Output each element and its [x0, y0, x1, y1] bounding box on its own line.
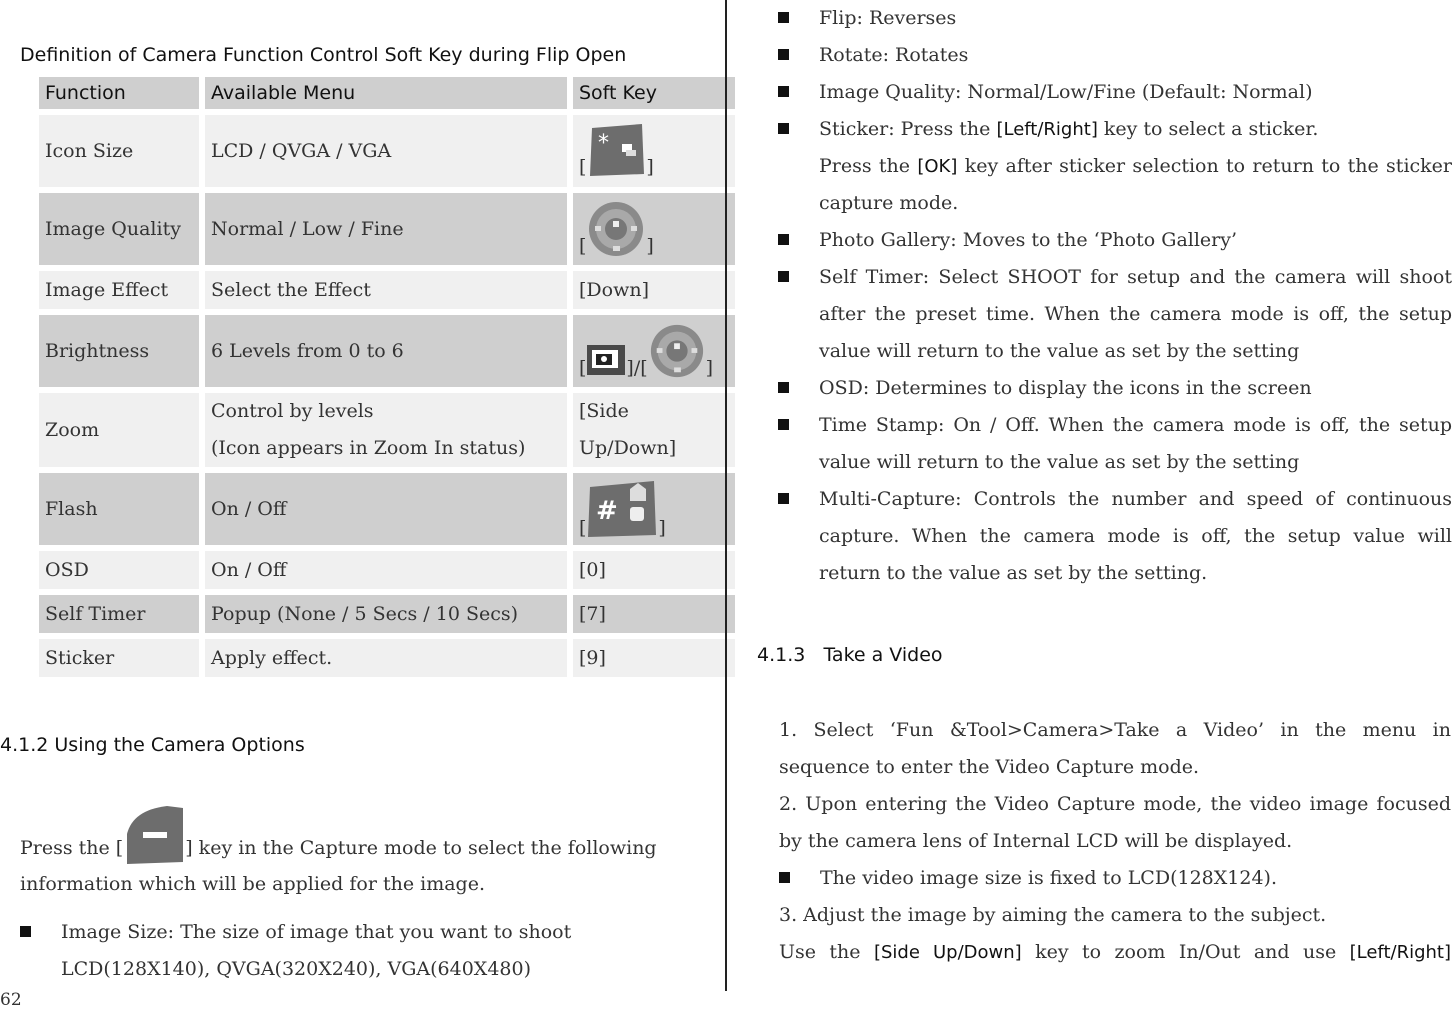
bullet-line: LCD(128X140), QVGA(320X240), VGA(640X480) — [61, 958, 532, 980]
cell-soft-key — [570, 390, 738, 470]
cell-menu: On / Off — [202, 548, 570, 592]
navigation-key-icon — [586, 201, 646, 257]
bracket-close: ] — [646, 156, 654, 178]
table-row — [36, 268, 738, 312]
table-title: Definition of Camera Function Control Soft Key during Flip Open — [20, 44, 627, 66]
table-row — [36, 390, 738, 470]
bullet-square-icon — [778, 234, 789, 245]
bullet-square-icon — [20, 926, 31, 937]
step-paragraph: 2. Upon entering the Video Capture mode, the video image focused by the camera lens of Internal LCD will be displayed. — [779, 793, 1451, 852]
cell-function: Image Effect — [36, 268, 202, 312]
bullet-text: Multi-Capture: Controls the number and speed of continuous capture. When the camera mode is off, the setup value will return to the value as set by the setting. — [819, 488, 1452, 584]
table-row — [36, 312, 738, 390]
bullet-text: Photo Gallery: Moves to the ‘Photo Gallery’ — [819, 229, 1238, 251]
bullet-text: Sticker: Press the — [819, 118, 997, 140]
bullet-line: Image Size: The size of image that you want to shoot — [61, 921, 572, 943]
bullet-square-icon — [778, 123, 789, 134]
cell-soft-key — [570, 190, 738, 268]
cell-function: Self Timer — [36, 592, 202, 636]
header-soft-key: Soft Key — [570, 74, 738, 112]
cell-menu: Normal / Low / Fine — [202, 190, 570, 268]
bracket-open: [ — [579, 357, 587, 379]
cell-menu: Apply effect. — [202, 636, 570, 680]
list-item — [778, 0, 1452, 37]
step-text: Use the — [779, 941, 874, 963]
header-function: Function — [36, 74, 202, 112]
list-item — [778, 37, 1452, 74]
cell-soft-key: [9] — [570, 636, 738, 680]
cell-soft-key: [0] — [570, 548, 738, 592]
image-size-bullet-list — [20, 914, 700, 988]
table-row — [36, 112, 738, 190]
cell-soft-key: [Down] — [570, 268, 738, 312]
table-row — [36, 636, 738, 680]
step-paragraph: 1. Select ‘Fun &Tool>Camera>Take a Video’ in the menu in sequence to enter the Video Capture mode. — [779, 719, 1451, 778]
bullet-text: Self Timer: Select SHOOT for setup and the camera will shoot after the preset time. When the camera mode is off, the setup value will return to the value as set by the setting — [819, 266, 1452, 362]
bullet-text: Time Stamp: On / Off. When the camera mode is off, the setup value will return to the value as set by the setting — [819, 414, 1452, 473]
list-item — [778, 370, 1452, 407]
key-line: Up/Down] — [579, 437, 677, 459]
bullet-square-icon — [778, 419, 789, 430]
bracket-close: ] — [646, 235, 654, 257]
cell-menu — [202, 390, 570, 470]
bracket-close: ] — [705, 357, 714, 379]
bracket-open: [ — [579, 235, 587, 257]
bracket-open: [ — [579, 517, 587, 539]
video-steps — [779, 712, 1451, 971]
intro-text-pre: Press the [ — [20, 837, 124, 859]
intro-text-post: ] key in the Capture mode to select the following information which will be applied for the image. — [20, 837, 657, 895]
table-row — [36, 548, 738, 592]
cell-menu: Select the Effect — [202, 268, 570, 312]
cell-menu: LCD / QVGA / VGA — [202, 112, 570, 190]
step-paragraph: 3. Adjust the image by aiming the camera to the subject. — [779, 904, 1327, 926]
bracket-open: [ — [579, 156, 587, 178]
list-item — [20, 914, 700, 988]
list-item — [778, 259, 1452, 370]
bullet-square-icon — [778, 493, 789, 504]
intro-paragraph — [20, 804, 700, 902]
table-header-row — [36, 74, 738, 112]
step-paragraph — [779, 934, 1451, 971]
cell-function: Flash — [36, 470, 202, 548]
bullet-text: Flip: Reverses — [819, 7, 957, 29]
bullet-square-icon — [779, 872, 790, 883]
cell-menu: 6 Levels from 0 to 6 — [202, 312, 570, 390]
menu-line: Control by levels — [211, 400, 374, 422]
cell-soft-key — [570, 112, 738, 190]
bullet-square-icon — [778, 271, 789, 282]
bullet-text: key after sticker selection to return to the sticker capture mode. — [819, 155, 1452, 214]
bullet-square-icon — [778, 86, 789, 97]
cell-soft-key: [7] — [570, 592, 738, 636]
bullet-text: The video image size is fixed to LCD(128X124). — [820, 867, 1278, 889]
bullet-square-icon — [778, 382, 789, 393]
bullet-square-icon — [778, 12, 789, 23]
soft-key-table — [36, 74, 738, 680]
cell-function: Icon Size — [36, 112, 202, 190]
camera-key-icon — [586, 339, 626, 379]
list-item — [778, 111, 1452, 222]
bullet-text: key to select a sticker. — [1097, 118, 1319, 140]
cell-soft-key — [570, 312, 738, 390]
key-label: [Left/Right] — [1349, 942, 1451, 963]
bullet-square-icon — [778, 49, 789, 60]
page-number: 62 — [0, 990, 22, 1010]
svg-text:#: # — [596, 496, 619, 526]
cell-function: Image Quality — [36, 190, 202, 268]
table-row — [36, 592, 738, 636]
list-item — [778, 407, 1452, 481]
table-row — [36, 470, 738, 548]
menu-line: (Icon appears in Zoom In status) — [211, 437, 526, 459]
list-item — [778, 74, 1452, 111]
header-available-menu: Available Menu — [202, 74, 570, 112]
key-label: [Left/Right] — [996, 119, 1098, 140]
navigation-key-icon — [648, 323, 706, 379]
cell-function: Sticker — [36, 636, 202, 680]
key-label: [OK] — [917, 156, 958, 177]
cell-function: Brightness — [36, 312, 202, 390]
bullet-text: Image Quality: Normal/Low/Fine (Default: Normal) — [819, 81, 1313, 103]
key-label: [Side Up/Down] — [873, 942, 1022, 963]
cell-function: OSD — [36, 548, 202, 592]
list-item — [778, 222, 1452, 259]
camera-options-bullet-list — [778, 0, 1452, 592]
column-divider — [725, 0, 727, 991]
cell-function: Zoom — [36, 390, 202, 470]
svg-text:*: * — [598, 131, 610, 156]
left-soft-key-icon — [123, 804, 185, 866]
bracket-separator: ]/[ — [626, 357, 648, 379]
section-heading-4-1-3: 4.1.3 Take a Video — [757, 644, 943, 666]
list-item — [779, 860, 1451, 897]
cell-menu: Popup (None / 5 Secs / 10 Secs) — [202, 592, 570, 636]
bullet-text: OSD: Determines to display the icons in the screen — [819, 377, 1312, 399]
table-row — [36, 190, 738, 268]
step-text: key to zoom In/Out and use — [1021, 941, 1350, 963]
bracket-close: ] — [658, 517, 666, 539]
list-item — [778, 481, 1452, 592]
star-key-icon — [586, 124, 646, 178]
cell-soft-key — [570, 470, 738, 548]
bullet-text: Rotate: Rotates — [819, 44, 969, 66]
bullet-text: Press the — [819, 155, 918, 177]
section-heading-4-1-2: 4.1.2 Using the Camera Options — [0, 734, 305, 756]
key-line: [Side — [579, 400, 629, 422]
cell-menu: On / Off — [202, 470, 570, 548]
hash-key-icon — [586, 479, 658, 539]
